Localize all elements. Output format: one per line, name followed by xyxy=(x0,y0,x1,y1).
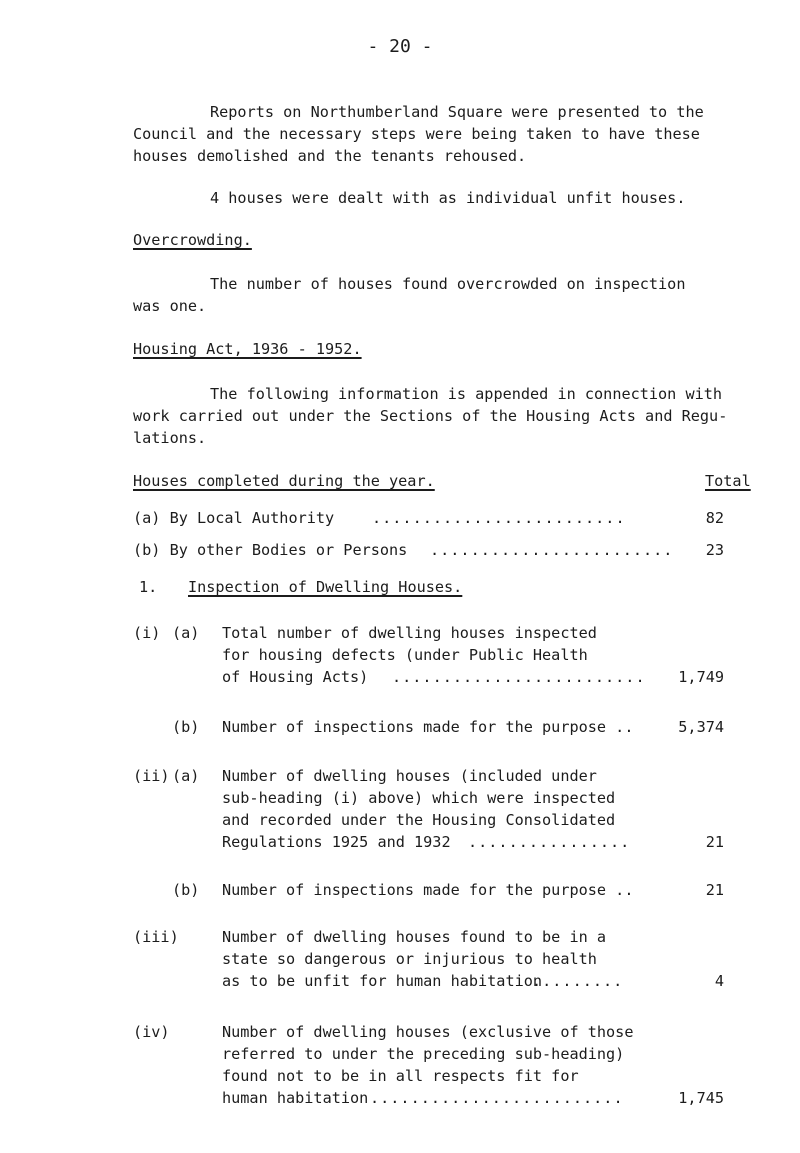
inspection-heading: Inspection of Dwelling Houses. xyxy=(188,578,463,596)
item-ii-a-line-3: and recorded under the Housing Consolidated xyxy=(222,811,616,829)
item-ii-a-dots: ................ xyxy=(468,833,631,851)
item-iv-number: (iv) xyxy=(133,1023,170,1041)
completed-row-local-authority-label: (a) By Local Authority xyxy=(133,509,335,527)
item-iv-line-3: found not to be in all respects fit for xyxy=(222,1067,579,1085)
item-i-b-line-1: Number of inspections made for the purpose .. xyxy=(222,718,634,736)
total-column-heading: Total xyxy=(705,472,751,490)
overcrowding-text-1: The number of houses found overcrowded on inspection xyxy=(210,275,686,293)
intro-line-1: Reports on Northumberland Square were presented to the xyxy=(210,103,704,121)
item-i-a-dots: ......................... xyxy=(392,668,646,686)
item-ii-a-line-1: Number of dwelling houses (included under xyxy=(222,767,597,785)
item-iv-line-2: referred to under the preceding sub-heading) xyxy=(222,1045,625,1063)
item-ii-a-value: 21 xyxy=(705,833,724,851)
item-i-b-value: 5,374 xyxy=(678,718,724,736)
completed-row-local-authority-value: 82 xyxy=(705,509,724,527)
housing-act-text-3: lations. xyxy=(133,429,207,447)
item-iii-dots: ......... xyxy=(532,972,624,990)
completed-row-other-bodies-label: (b) By other Bodies or Persons xyxy=(133,541,408,559)
item-i-a-line-2: for housing defects (under Public Health xyxy=(222,646,588,664)
intro-line-3: houses demolished and the tenants rehoused. xyxy=(133,147,527,165)
item-i-b-sub: (b) xyxy=(172,718,200,736)
item-ii-a-line-4: Regulations 1925 and 1932 xyxy=(222,833,451,851)
item-ii-b-value: 21 xyxy=(705,881,724,899)
item-iv-dots: ......................... xyxy=(370,1089,624,1107)
intro-paragraph-2: 4 houses were dealt with as individual unfit houses. xyxy=(210,189,686,207)
inspection-section-number: 1. xyxy=(139,578,158,596)
completed-row-local-authority-dots: ......................... xyxy=(372,509,626,527)
item-iv-line-1: Number of dwelling houses (exclusive of those xyxy=(222,1023,634,1041)
item-ii-a-sub: (a) xyxy=(172,767,200,785)
item-i-a-line-3: of Housing Acts) xyxy=(222,668,369,686)
item-iii-line-2: state so dangerous or injurious to health xyxy=(222,950,597,968)
item-ii-number: (ii) xyxy=(133,767,170,785)
item-iv-value: 1,745 xyxy=(678,1089,724,1107)
item-iii-line-3: as to be unfit for human habitation xyxy=(222,972,543,990)
item-i-a-line-1: Total number of dwelling houses inspected xyxy=(222,624,597,642)
housing-act-text-2: work carried out under the Sections of the Housing Acts and Regu- xyxy=(133,407,728,425)
housing-act-text-1: The following information is appended in connection with xyxy=(210,385,723,403)
item-ii-b-line-1: Number of inspections made for the purpose .. xyxy=(222,881,634,899)
completed-row-other-bodies-dots: ........................ xyxy=(430,541,674,559)
overcrowding-heading: Overcrowding. xyxy=(133,231,252,249)
intro-line-2: Council and the necessary steps were being taken to have these xyxy=(133,125,700,143)
item-iii-value: 4 xyxy=(714,972,724,990)
item-iii-number: (iii) xyxy=(133,928,179,946)
item-ii-a-line-2: sub-heading (i) above) which were inspected xyxy=(222,789,616,807)
item-i-a-value: 1,749 xyxy=(678,668,724,686)
item-iv-line-4: human habitation xyxy=(222,1089,369,1107)
item-i-a-sub: (a) xyxy=(172,624,200,642)
page-number: - 20 - xyxy=(367,36,433,57)
completed-row-other-bodies-value: 23 xyxy=(705,541,724,559)
overcrowding-text-2: was one. xyxy=(133,297,207,315)
item-i-number: (i) xyxy=(133,624,161,642)
item-ii-b-sub: (b) xyxy=(172,881,200,899)
housing-act-heading: Housing Act, 1936 - 1952. xyxy=(133,340,362,358)
item-iii-line-1: Number of dwelling houses found to be in a xyxy=(222,928,607,946)
houses-completed-heading: Houses completed during the year. xyxy=(133,472,435,490)
